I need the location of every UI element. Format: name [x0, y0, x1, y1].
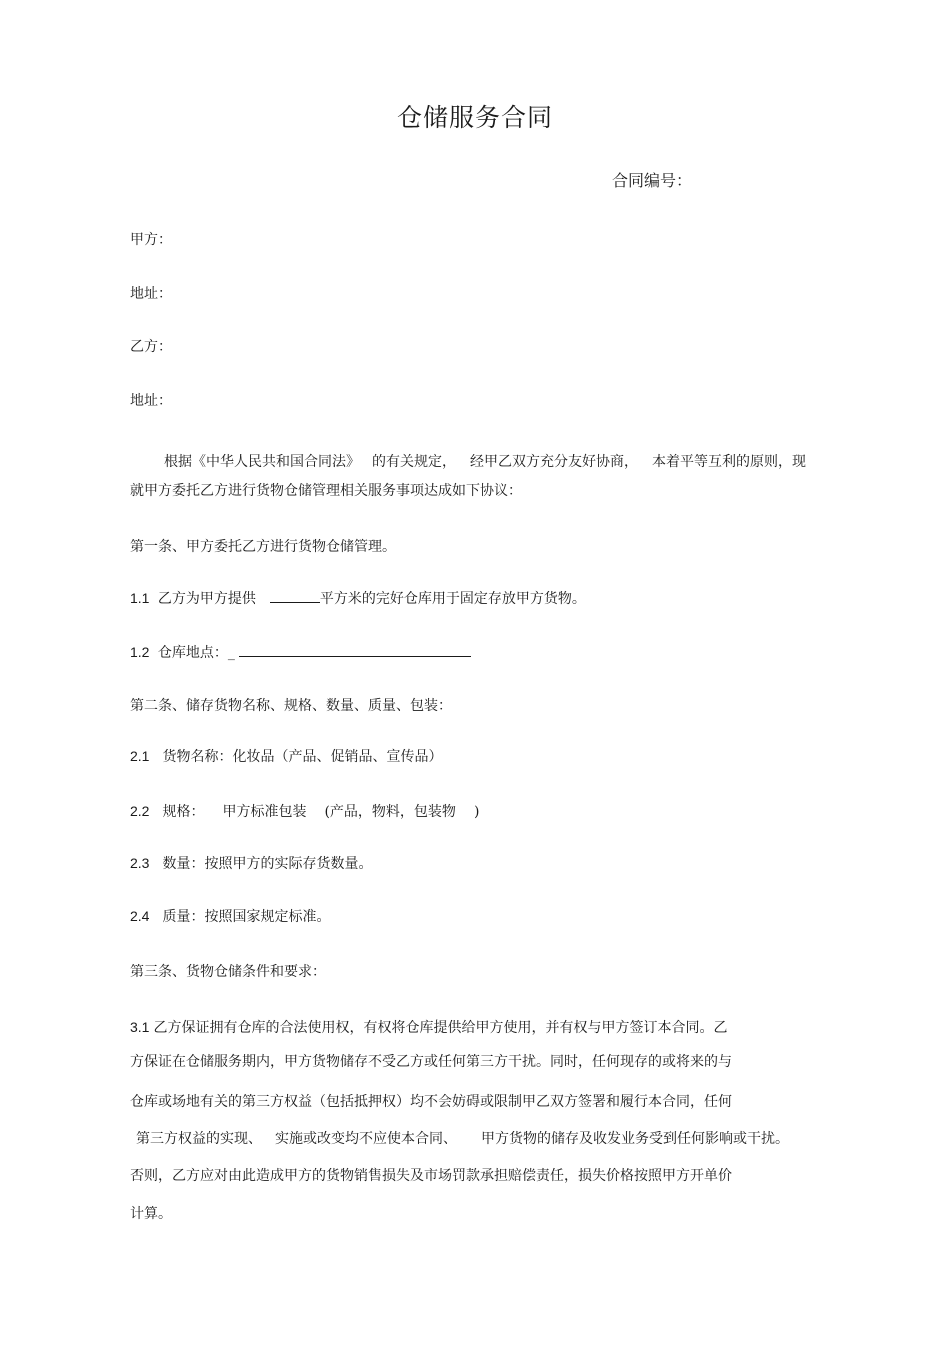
- area-blank-field: [270, 588, 320, 603]
- contract-number-label: 合同编号：: [612, 171, 693, 190]
- clause-1-1: 1.1 乙方为甲方提供 平方米的完好仓库用于固定存放甲方货物。: [130, 590, 586, 607]
- preamble-line-1: 根据《中华人民共和国合同法》 的有关规定， 经甲乙双方充分友好协商， 本着平等互利的原则，现: [164, 454, 806, 470]
- document-title: 仓储服务合同: [396, 103, 553, 132]
- clause-3-1-line-2: 方保证在仓储服务期内，甲方货物储存不受乙方或任何第三方干扰。同时，任何现存的或将来的与: [130, 1054, 732, 1070]
- clause-2-1: 2.1 货物名称：化妆品（产品、促销品、宣传品）: [130, 748, 443, 765]
- clause-2-2: 2.2 规格： 甲方标准包装 (产品，物料，包装物 ): [130, 803, 480, 820]
- preamble-law-name: 根据《中华人民共和国合同法》: [164, 454, 360, 470]
- clause-3-1-line-5: 否则，乙方应对由此造成甲方的货物销售损失及市场罚款承担赔偿责任，损失价格按照甲方开单价: [130, 1168, 732, 1184]
- party-b-label: 乙方：: [130, 339, 172, 355]
- clause-2-4: 2.4 质量：按照国家规定标准。: [130, 908, 331, 925]
- clause-number: 3.1: [130, 1019, 150, 1035]
- article-3-heading: 第三条、货物仓储条件和要求：: [130, 964, 326, 980]
- party-a-address-label: 地址：: [130, 286, 172, 302]
- location-blank-field: [239, 642, 471, 657]
- clause-number: 1.2: [130, 644, 150, 660]
- clause-number: 2.2: [130, 803, 150, 819]
- article-2-heading: 第二条、储存货物名称、规格、数量、质量、包装：: [130, 698, 452, 714]
- clause-number: 2.4: [130, 908, 150, 924]
- clause-1-2: 1.2 仓库地点：_: [130, 642, 471, 663]
- clause-2-3: 2.3 数量：按照甲方的实际存货数量。: [130, 855, 373, 872]
- clause-3-1-line-3: 仓库或场地有关的第三方权益（包括抵押权）均不会妨碍或限制甲乙双方签署和履行本合同，任何: [130, 1094, 732, 1110]
- clause-number: 2.3: [130, 855, 150, 871]
- clause-3-1-line-6: 计算。: [130, 1206, 172, 1222]
- clause-3-1-line-4: 第三方权益的实现、 实施或改变均不应使本合同、 甲方货物的储存及收发业务受到任何影响或干扰。: [136, 1131, 789, 1147]
- article-1-heading: 第一条、甲方委托乙方进行货物仓储管理。: [130, 539, 396, 555]
- party-b-address-label: 地址：: [130, 393, 172, 409]
- clause-3-1-line-1: 3.1 乙方保证拥有仓库的合法使用权，有权将仓库提供给甲方使用，并有权与甲方签订本合同。乙: [130, 1019, 728, 1036]
- party-a-label: 甲方：: [130, 232, 172, 248]
- clause-number: 1.1: [130, 590, 150, 606]
- clause-number: 2.1: [130, 748, 150, 764]
- preamble-line-2: 就甲方委托乙方进行货物仓储管理相关服务事项达成如下协议：: [130, 483, 522, 499]
